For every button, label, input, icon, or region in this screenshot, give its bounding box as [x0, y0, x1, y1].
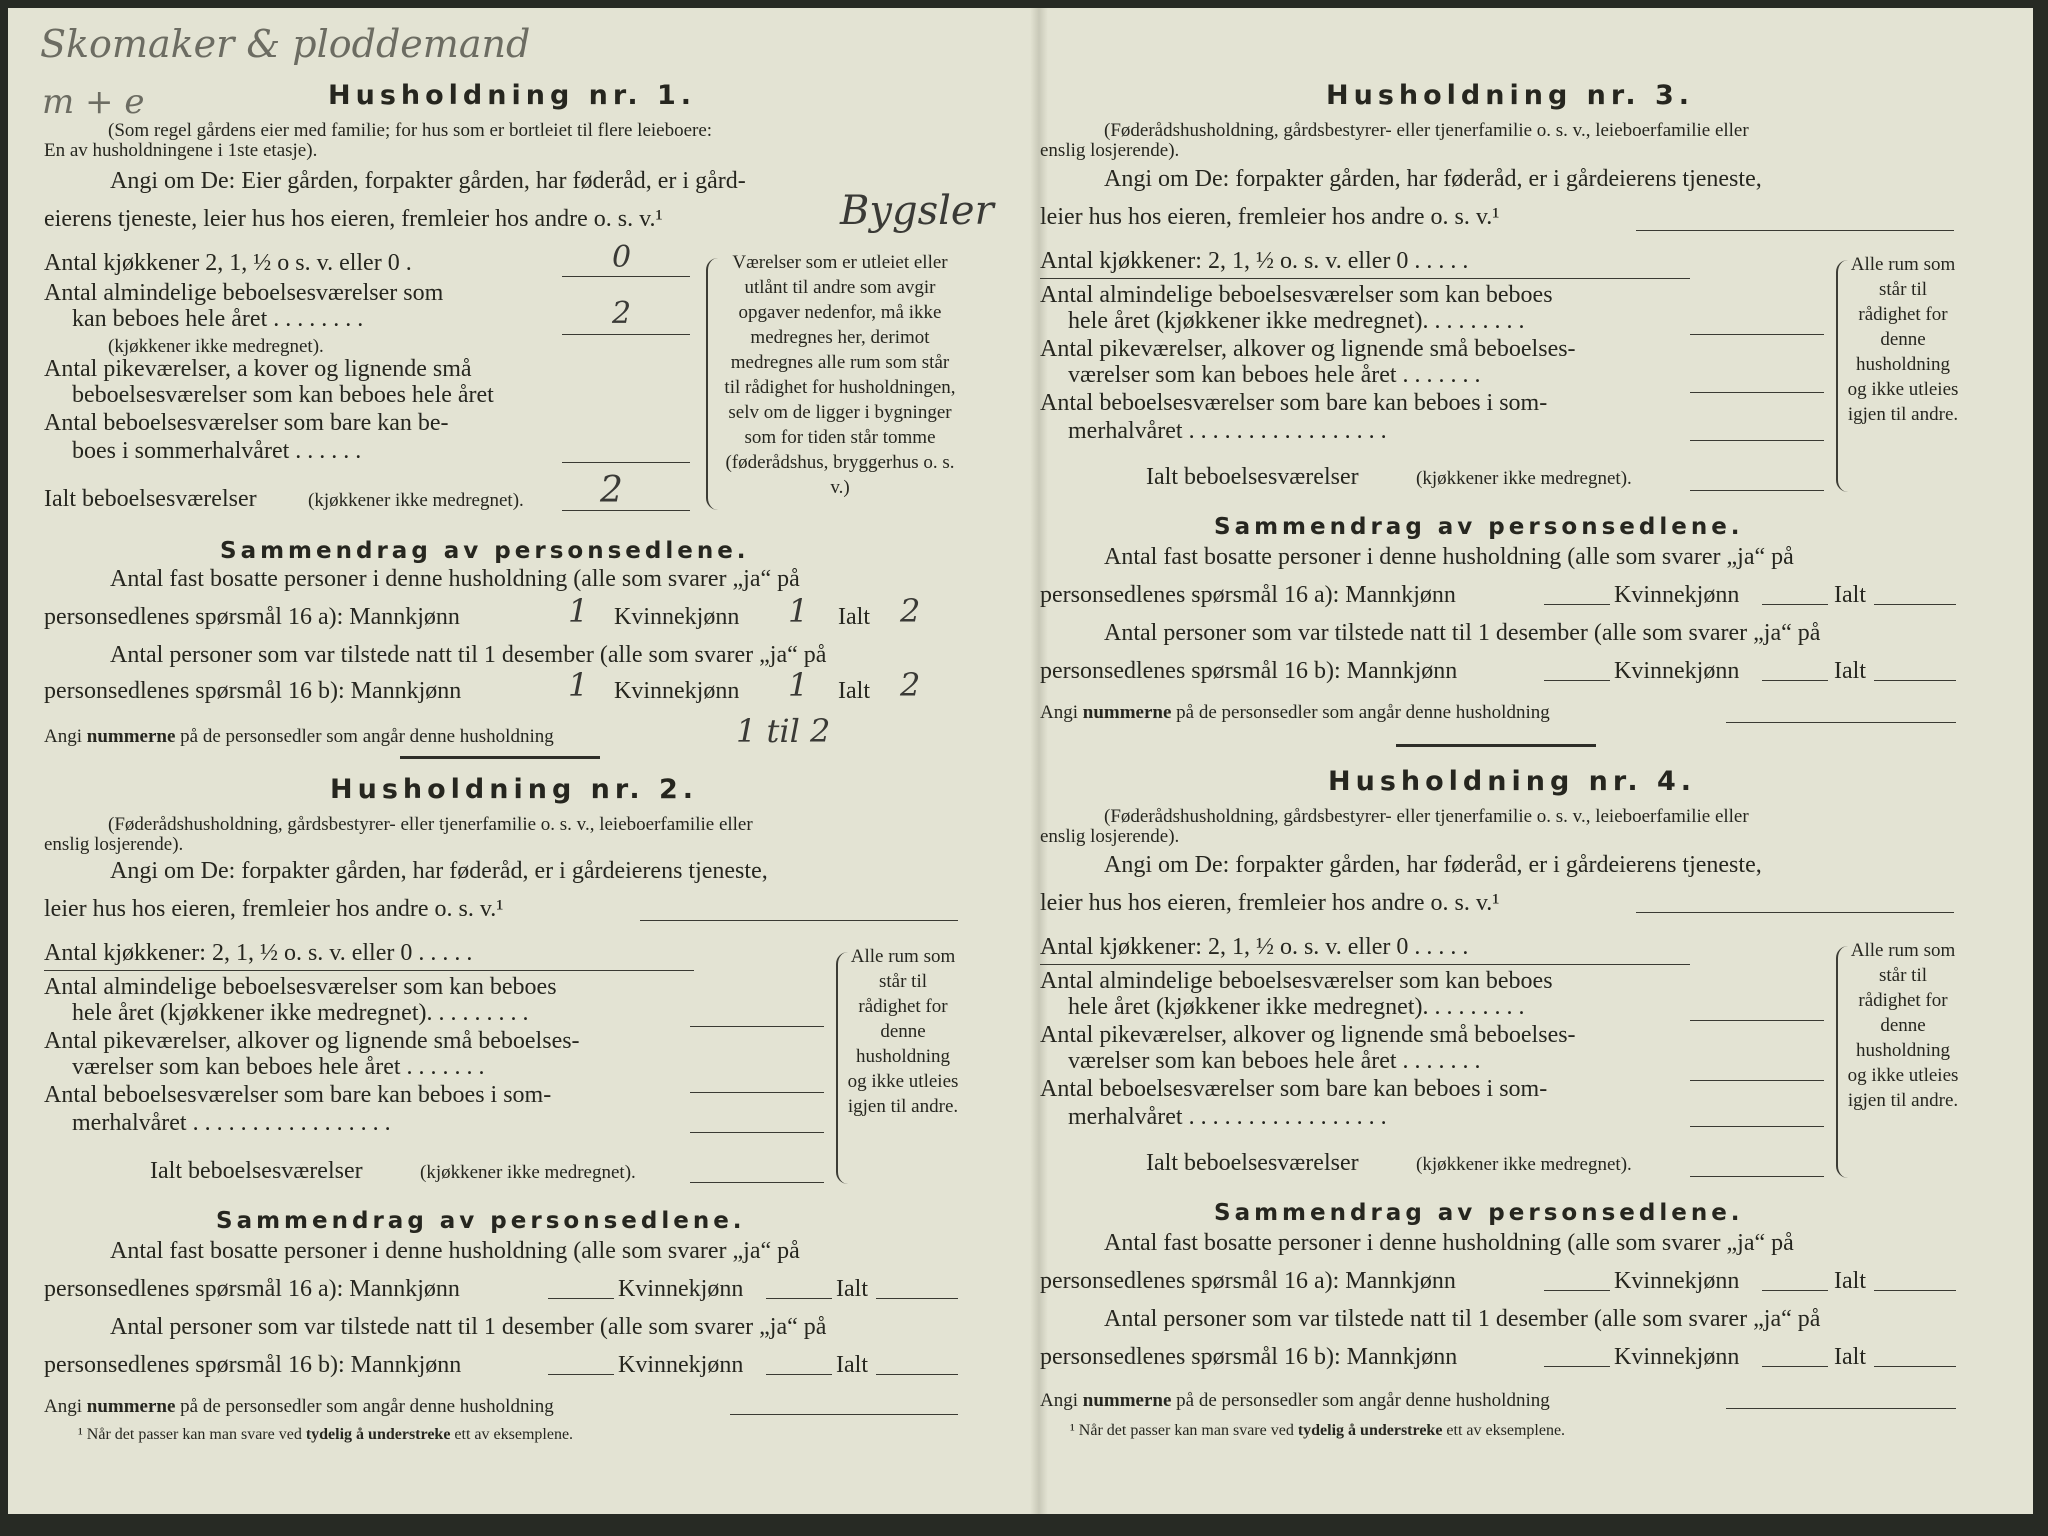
- h1-a-female-label: Kvinnekjønn: [614, 604, 740, 630]
- h4-angi-line1: Angi om De: forpakter gården, har føderåd, er i gårdeierens tjeneste,: [1104, 852, 1762, 878]
- h2-b-female-label: Kvinnekjønn: [618, 1352, 744, 1378]
- h3-note-line1: (Føderådshusholdning, gårdsbestyrer- eller tjenerfamilie o. s. v., leieboerfamilie eller: [1104, 120, 1749, 141]
- h3-16b-male-line: [1544, 680, 1610, 681]
- h2-side-note: Alle rum som står til rådighet for denne husholdning og ikke utleies igjen til andre.: [847, 946, 959, 1117]
- h1-angi-line1: Angi om De: Eier gården, forpakter gården, har føderåd, er i gård-: [110, 168, 746, 194]
- h4-small-line1: Antal pikeværelser, alkover og lignende små beboelses-: [1040, 1022, 1576, 1048]
- h1-note-line2: En av husholdningene i 1ste etasje).: [44, 140, 318, 161]
- h1-owner-answer: Bygsler: [840, 188, 994, 234]
- h4-total-note: (kjøkkener ikke medregnet).: [1416, 1154, 1632, 1175]
- h3-total-label: Ialt beboelsesværelser: [1146, 464, 1359, 490]
- h1-b-prefix: personsedlenes spørsmål 16 b): Mannkjønn: [44, 678, 462, 704]
- h1-angi-line2: eierens tjeneste, leier hus hos eieren, fremleier hos andre o. s. v.¹: [44, 206, 663, 232]
- h3-numbers-label: Angi nummerne på de personsedler som angår denne husholdning: [1040, 702, 1550, 723]
- h4-kitchens-line: [1040, 964, 1690, 965]
- h2-small-line1: Antal pikeværelser, alkover og lignende små beboelses-: [44, 1028, 580, 1054]
- h4-summer-line: [1690, 1126, 1824, 1127]
- h2-small-line2: værelser som kan beboes hele året . . . . . . .: [72, 1054, 485, 1080]
- h4-16a-total-line: [1874, 1290, 1956, 1291]
- h4-angi-line: [1636, 912, 1954, 913]
- h4-total-label: Ialt beboelsesværelser: [1146, 1150, 1359, 1176]
- h2-small-line: [690, 1092, 824, 1093]
- h1-16a-total: 2: [900, 592, 921, 630]
- h1-numbers-value: 1 til 2: [736, 712, 831, 750]
- h2-kitchens-line: [44, 970, 694, 971]
- h1-total-note: (kjøkkener ikke medregnet).: [308, 490, 524, 511]
- left-footnote: ¹ Når det passer kan man svare ved tydelig å understreke ett av eksemplene.: [78, 1426, 574, 1443]
- h1-rooms-line: [562, 334, 690, 335]
- h3-a-line1: Antal fast bosatte personer i denne husholdning (alle som svarer „ja“ på: [1104, 544, 1794, 570]
- h3-kitchens-label: Antal kjøkkener: 2, 1, ½ o. s. v. eller 0 . . . . .: [1040, 248, 1469, 274]
- h1-b-line1: Antal personer som var tilstede natt til 1 desember (alle som svarer „ja“ på: [110, 642, 827, 668]
- h3-kitchens-line: [1040, 278, 1690, 279]
- handwritten-m-note: m + e: [42, 82, 145, 122]
- h4-summary-title: Sammendrag av personsedlene.: [1214, 1200, 1744, 1226]
- h2-rooms-line1: Antal almindelige beboelsesværelser som kan beboes: [44, 974, 557, 1000]
- h3-b-prefix: personsedlenes spørsmål 16 b): Mannkjønn: [1040, 658, 1458, 684]
- h1-16a-female: 1: [788, 592, 809, 630]
- h2-b-line1: Antal personer som var tilstede natt til 1 desember (alle som svarer „ja“ på: [110, 1314, 827, 1340]
- h3-b-total-label: Ialt: [1834, 658, 1866, 684]
- h1-rooms-line2: kan beboes hele året . . . . . . . .: [72, 306, 364, 332]
- h4-16b-female-line: [1762, 1366, 1828, 1367]
- h2-a-female-label: Kvinnekjønn: [618, 1276, 744, 1302]
- h1-note-line1: (Som regel gårdens eier med familie; for hus som er bortleiet til flere leieboere:: [108, 120, 713, 141]
- h2-summer-line1: Antal beboelsesværelser som bare kan beboes i som-: [44, 1082, 552, 1108]
- h4-side-note: Alle rum som står til rådighet for denne husholdning og ikke utleies igjen til andre.: [1847, 940, 1959, 1111]
- h1-summer-line2: boes i sommerhalvåret . . . . . .: [72, 438, 362, 464]
- separator: [1396, 744, 1596, 747]
- h3-a-female-label: Kvinnekjønn: [1614, 582, 1740, 608]
- h4-summer-line2: merhalvåret . . . . . . . . . . . . . . . . .: [1068, 1104, 1387, 1130]
- h3-rooms-line2: hele året (kjøkkener ikke medregnet). . . . . . . . .: [1068, 308, 1525, 334]
- h1-a-total-label: Ialt: [838, 604, 870, 630]
- h2-note-line1: (Føderådshusholdning, gårdsbestyrer- eller tjenerfamilie o. s. v., leieboerfamilie eller: [108, 814, 753, 835]
- h4-angi-line2: leier hus hos eieren, fremleier hos andre o. s. v.¹: [1040, 890, 1500, 916]
- h3-side-note: Alle rum som står til rådighet for denne husholdning og ikke utleies igjen til andre.: [1847, 254, 1959, 425]
- h2-numbers-line: [730, 1414, 958, 1415]
- h1-rooms-value: 2: [612, 296, 632, 331]
- h3-16a-female-line: [1762, 604, 1828, 605]
- h3-small-line2: værelser som kan beboes hele året . . . . . . .: [1068, 362, 1481, 388]
- h4-a-total-label: Ialt: [1834, 1268, 1866, 1294]
- handwritten-top-note: Skomaker & ploddemand: [40, 22, 531, 66]
- h2-angi-line: [640, 920, 958, 921]
- h1-summer-line1: Antal beboelsesværelser som bare kan be-: [44, 410, 449, 436]
- h2-total-label: Ialt beboelsesværelser: [150, 1158, 363, 1184]
- h2-16b-total-line: [876, 1374, 958, 1375]
- h3-title: Husholdning nr. 3.: [1326, 80, 1695, 111]
- h4-numbers-label: Angi nummerne på de personsedler som angår denne husholdning: [1040, 1390, 1550, 1411]
- h3-16b-total-line: [1874, 680, 1956, 681]
- h1-total-line: [562, 510, 690, 511]
- h3-16b-female-line: [1762, 680, 1828, 681]
- h4-numbers-line: [1726, 1408, 1956, 1409]
- separator: [400, 756, 600, 759]
- h3-angi-line1: Angi om De: forpakter gården, har føderåd, er i gårdeierens tjeneste,: [1104, 166, 1762, 192]
- h2-16b-male-line: [548, 1374, 614, 1375]
- h4-16b-male-line: [1544, 1366, 1610, 1367]
- h4-16a-male-line: [1544, 1290, 1610, 1291]
- h2-angi-line2: leier hus hos eieren, fremleier hos andre o. s. v.¹: [44, 896, 504, 922]
- h1-b-total-label: Ialt: [838, 678, 870, 704]
- h2-numbers-label: Angi nummerne på de personsedler som angår denne husholdning: [44, 1396, 554, 1417]
- h2-summer-line2: merhalvåret . . . . . . . . . . . . . . . . .: [72, 1110, 391, 1136]
- h1-16b-total: 2: [900, 666, 921, 704]
- h4-b-line1: Antal personer som var tilstede natt til 1 desember (alle som svarer „ja“ på: [1104, 1306, 1821, 1332]
- h2-summer-line: [690, 1132, 824, 1133]
- h1-summary-title: Sammendrag av personsedlene.: [220, 538, 750, 564]
- h2-title: Husholdning nr. 2.: [330, 774, 699, 805]
- h3-total-note: (kjøkkener ikke medregnet).: [1416, 468, 1632, 489]
- h1-total-value: 2: [600, 470, 623, 511]
- h3-summer-line: [1690, 440, 1824, 441]
- h3-note-line2: enslig losjerende).: [1040, 140, 1180, 161]
- h1-summer-line: [562, 462, 690, 463]
- h2-note-line2: enslig losjerende).: [44, 834, 184, 855]
- h3-rooms-line: [1690, 334, 1824, 335]
- h1-side-note: Værelser som er utleiet eller utlånt til andre som avgir opgaver nedenfor, må ikke medregnes her, derimot medregnes alle rum som står til rådighet for husholdningen, selv om de ligger i bygninger som for tiden står tomme (føderådshus, bryggerhus o. s. v.): [724, 252, 956, 498]
- h2-a-total-label: Ialt: [836, 1276, 868, 1302]
- h3-a-total-label: Ialt: [1834, 582, 1866, 608]
- h1-title: Husholdning nr. 1.: [328, 80, 697, 111]
- h3-numbers-line: [1726, 722, 1956, 723]
- h4-note-line2: enslig losjerende).: [1040, 826, 1180, 847]
- right-footnote: ¹ Når det passer kan man svare ved tydelig å understreke ett av eksemplene.: [1070, 1422, 1566, 1439]
- h3-summer-line1: Antal beboelsesværelser som bare kan beboes i som-: [1040, 390, 1548, 416]
- h2-rooms-line: [690, 1026, 824, 1027]
- h2-kitchens-label: Antal kjøkkener: 2, 1, ½ o. s. v. eller 0 . . . . .: [44, 940, 473, 966]
- h2-summary-title: Sammendrag av personsedlene.: [216, 1208, 746, 1234]
- h2-16a-female-line: [766, 1298, 832, 1299]
- h1-a-line1: Antal fast bosatte personer i denne husholdning (alle som svarer „ja“ på: [110, 566, 800, 592]
- h1-small-line2: beboelsesværelser som kan beboes hele året: [72, 382, 494, 408]
- h3-b-line1: Antal personer som var tilstede natt til 1 desember (alle som svarer „ja“ på: [1104, 620, 1821, 646]
- h4-rooms-line2: hele året (kjøkkener ikke medregnet). . . . . . . . .: [1068, 994, 1525, 1020]
- h3-b-female-label: Kvinnekjønn: [1614, 658, 1740, 684]
- h4-a-female-label: Kvinnekjønn: [1614, 1268, 1740, 1294]
- h1-16a-male: 1: [568, 592, 589, 630]
- h4-summer-line1: Antal beboelsesværelser som bare kan beboes i som-: [1040, 1076, 1548, 1102]
- h2-a-prefix: personsedlenes spørsmål 16 a): Mannkjønn: [44, 1276, 460, 1302]
- h3-summer-line2: merhalvåret . . . . . . . . . . . . . . . . .: [1068, 418, 1387, 444]
- h3-summary-title: Sammendrag av personsedlene.: [1214, 514, 1744, 540]
- h3-16a-total-line: [1874, 604, 1956, 605]
- h1-rooms-line3: (kjøkkener ikke medregnet).: [108, 336, 324, 357]
- h2-b-prefix: personsedlenes spørsmål 16 b): Mannkjønn: [44, 1352, 462, 1378]
- h1-brace: [706, 258, 722, 510]
- h1-rooms-line1: Antal almindelige beboelsesværelser som: [44, 280, 444, 306]
- h4-a-line1: Antal fast bosatte personer i denne husholdning (alle som svarer „ja“ på: [1104, 1230, 1794, 1256]
- h2-a-line1: Antal fast bosatte personer i denne husholdning (alle som svarer „ja“ på: [110, 1238, 800, 1264]
- h1-16b-male: 1: [568, 666, 589, 704]
- h3-angi-line: [1636, 230, 1954, 231]
- h1-numbers-label: Angi nummerne på de personsedler som angår denne husholdning: [44, 726, 554, 747]
- h4-a-prefix: personsedlenes spørsmål 16 a): Mannkjønn: [1040, 1268, 1456, 1294]
- h2-b-total-label: Ialt: [836, 1352, 868, 1378]
- h4-16b-total-line: [1874, 1366, 1956, 1367]
- h3-angi-line2: leier hus hos eieren, fremleier hos andre o. s. v.¹: [1040, 204, 1500, 230]
- h2-16a-total-line: [876, 1298, 958, 1299]
- h4-kitchens-label: Antal kjøkkener: 2, 1, ½ o. s. v. eller 0 . . . . .: [1040, 934, 1469, 960]
- h4-small-line: [1690, 1080, 1824, 1081]
- h4-b-female-label: Kvinnekjønn: [1614, 1344, 1740, 1370]
- h3-total-line: [1690, 490, 1824, 491]
- h3-small-line1: Antal pikeværelser, alkover og lignende små beboelses-: [1040, 336, 1576, 362]
- h2-rooms-line2: hele året (kjøkkener ikke medregnet). . . . . . . . .: [72, 1000, 529, 1026]
- h2-16b-female-line: [766, 1374, 832, 1375]
- h2-angi-line1: Angi om De: forpakter gården, har føderåd, er i gårdeierens tjeneste,: [110, 858, 768, 884]
- h4-b-prefix: personsedlenes spørsmål 16 b): Mannkjønn: [1040, 1344, 1458, 1370]
- h1-16b-female: 1: [788, 666, 809, 704]
- h3-small-line: [1690, 392, 1824, 393]
- h1-small-line1: Antal pikeværelser, a kover og lignende små: [44, 356, 472, 382]
- h3-rooms-line1: Antal almindelige beboelsesværelser som kan beboes: [1040, 282, 1553, 308]
- h1-a-prefix: personsedlenes spørsmål 16 a): Mannkjønn: [44, 604, 460, 630]
- h4-rooms-line: [1690, 1020, 1824, 1021]
- h4-b-total-label: Ialt: [1834, 1344, 1866, 1370]
- h4-small-line2: værelser som kan beboes hele året . . . . . . .: [1068, 1048, 1481, 1074]
- h1-total-label: Ialt beboelsesværelser: [44, 486, 257, 512]
- h3-a-prefix: personsedlenes spørsmål 16 a): Mannkjønn: [1040, 582, 1456, 608]
- h1-kitchens-line: [562, 276, 690, 277]
- h4-16a-female-line: [1762, 1290, 1828, 1291]
- h4-note-line1: (Føderådshusholdning, gårdsbestyrer- eller tjenerfamilie o. s. v., leieboerfamilie eller: [1104, 806, 1749, 827]
- h1-b-female-label: Kvinnekjønn: [614, 678, 740, 704]
- h4-title: Husholdning nr. 4.: [1328, 766, 1697, 797]
- h4-total-line: [1690, 1176, 1824, 1177]
- h1-kitchens-value: 0: [612, 240, 632, 275]
- h2-total-note: (kjøkkener ikke medregnet).: [420, 1162, 636, 1183]
- h2-16a-male-line: [548, 1298, 614, 1299]
- h1-kitchens-label: Antal kjøkkener 2, 1, ½ o s. v. eller 0 .: [44, 250, 412, 276]
- h3-16a-male-line: [1544, 604, 1610, 605]
- h4-rooms-line1: Antal almindelige beboelsesværelser som kan beboes: [1040, 968, 1553, 994]
- h2-total-line: [690, 1182, 824, 1183]
